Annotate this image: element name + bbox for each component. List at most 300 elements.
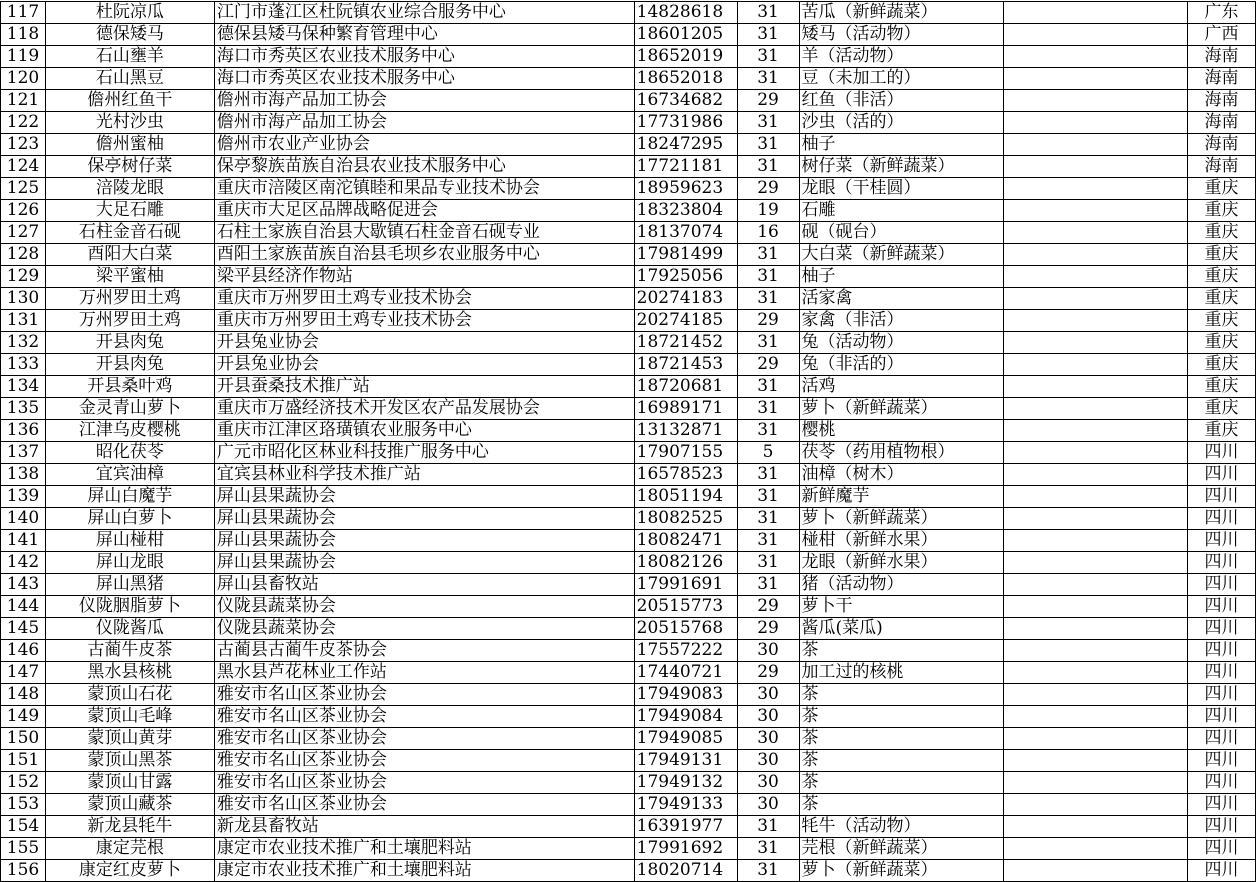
- gi-name-cell[interactable]: 保亭树仔菜: [45, 156, 214, 178]
- registrant-cell[interactable]: 雅安市名山区茶业协会: [214, 706, 634, 728]
- registrant-cell[interactable]: 儋州市海产品加工协会: [214, 112, 634, 134]
- blank-cell[interactable]: [1004, 24, 1188, 46]
- province-cell[interactable]: 四川: [1188, 640, 1256, 662]
- goods-cell[interactable]: 红鱼（非活）: [799, 90, 1004, 112]
- goods-cell[interactable]: 茶: [799, 794, 1004, 816]
- goods-cell[interactable]: 萝卜干: [799, 596, 1004, 618]
- registrant-cell[interactable]: 雅安市名山区茶业协会: [214, 772, 634, 794]
- gi-name-cell[interactable]: 康定芫根: [45, 838, 214, 860]
- class-cell[interactable]: 31: [737, 486, 799, 508]
- blank-cell[interactable]: [1004, 178, 1188, 200]
- goods-cell[interactable]: 油樟（树木）: [799, 464, 1004, 486]
- gi-name-cell[interactable]: 蒙顶山石花: [45, 684, 214, 706]
- class-cell[interactable]: 31: [737, 332, 799, 354]
- reg-number-cell[interactable]: 20274185: [634, 310, 737, 332]
- registrant-cell[interactable]: 儋州市农业产业协会: [214, 134, 634, 156]
- row-number-cell[interactable]: 147: [1, 662, 46, 684]
- goods-cell[interactable]: 柚子: [799, 266, 1004, 288]
- goods-cell[interactable]: 茶: [799, 706, 1004, 728]
- reg-number-cell[interactable]: 17949131: [634, 750, 737, 772]
- gi-name-cell[interactable]: 石山壅羊: [45, 46, 214, 68]
- gi-name-cell[interactable]: 杜阮凉瓜: [45, 2, 214, 24]
- reg-number-cell[interactable]: 14828618: [634, 2, 737, 24]
- row-number-cell[interactable]: 132: [1, 332, 46, 354]
- row-number-cell[interactable]: 149: [1, 706, 46, 728]
- registrant-cell[interactable]: 重庆市涪陵区南沱镇睦和果品专业技术协会: [214, 178, 634, 200]
- reg-number-cell[interactable]: 18020714: [634, 860, 737, 882]
- goods-cell[interactable]: 矮马（活动物）: [799, 24, 1004, 46]
- gi-name-cell[interactable]: 大足石雕: [45, 200, 214, 222]
- gi-name-cell[interactable]: 蒙顶山毛峰: [45, 706, 214, 728]
- row-number-cell[interactable]: 140: [1, 508, 46, 530]
- registrant-cell[interactable]: 海口市秀英区农业技术服务中心: [214, 68, 634, 90]
- row-number-cell[interactable]: 124: [1, 156, 46, 178]
- gi-name-cell[interactable]: 宜宾油樟: [45, 464, 214, 486]
- row-number-cell[interactable]: 121: [1, 90, 46, 112]
- class-cell[interactable]: 31: [737, 508, 799, 530]
- class-cell[interactable]: 31: [737, 112, 799, 134]
- reg-number-cell[interactable]: 17949132: [634, 772, 737, 794]
- reg-number-cell[interactable]: 17981499: [634, 244, 737, 266]
- goods-cell[interactable]: 樱桃: [799, 420, 1004, 442]
- registrant-cell[interactable]: 屏山县果蔬协会: [214, 552, 634, 574]
- class-cell[interactable]: 31: [737, 838, 799, 860]
- gi-name-cell[interactable]: 昭化茯苓: [45, 442, 214, 464]
- gi-name-cell[interactable]: 仪陇酱瓜: [45, 618, 214, 640]
- gi-name-cell[interactable]: 儋州红鱼干: [45, 90, 214, 112]
- goods-cell[interactable]: 豆（未加工的）: [799, 68, 1004, 90]
- reg-number-cell[interactable]: 17991691: [634, 574, 737, 596]
- registrant-cell[interactable]: 德保县矮马保种繁育管理中心: [214, 24, 634, 46]
- blank-cell[interactable]: [1004, 816, 1188, 838]
- class-cell[interactable]: 5: [737, 442, 799, 464]
- gi-name-cell[interactable]: 光村沙虫: [45, 112, 214, 134]
- blank-cell[interactable]: [1004, 376, 1188, 398]
- province-cell[interactable]: 海南: [1188, 156, 1256, 178]
- province-cell[interactable]: 重庆: [1188, 288, 1256, 310]
- class-cell[interactable]: 31: [737, 24, 799, 46]
- row-number-cell[interactable]: 143: [1, 574, 46, 596]
- reg-number-cell[interactable]: 18959623: [634, 178, 737, 200]
- province-cell[interactable]: 重庆: [1188, 200, 1256, 222]
- goods-cell[interactable]: 萝卜（新鲜蔬菜）: [799, 508, 1004, 530]
- class-cell[interactable]: 31: [737, 530, 799, 552]
- gi-name-cell[interactable]: 蒙顶山甘露: [45, 772, 214, 794]
- province-cell[interactable]: 重庆: [1188, 354, 1256, 376]
- gi-name-cell[interactable]: 蒙顶山黄芽: [45, 728, 214, 750]
- reg-number-cell[interactable]: 18721453: [634, 354, 737, 376]
- reg-number-cell[interactable]: 18051194: [634, 486, 737, 508]
- reg-number-cell[interactable]: 18601205: [634, 24, 737, 46]
- blank-cell[interactable]: [1004, 420, 1188, 442]
- province-cell[interactable]: 四川: [1188, 728, 1256, 750]
- gi-name-cell[interactable]: 酉阳大白菜: [45, 244, 214, 266]
- goods-cell[interactable]: 兔（活动物）: [799, 332, 1004, 354]
- reg-number-cell[interactable]: 17440721: [634, 662, 737, 684]
- reg-number-cell[interactable]: 18247295: [634, 134, 737, 156]
- goods-cell[interactable]: 猪（活动物）: [799, 574, 1004, 596]
- class-cell[interactable]: 31: [737, 134, 799, 156]
- class-cell[interactable]: 29: [737, 354, 799, 376]
- gi-name-cell[interactable]: 蒙顶山藏茶: [45, 794, 214, 816]
- class-cell[interactable]: 31: [737, 288, 799, 310]
- blank-cell[interactable]: [1004, 486, 1188, 508]
- goods-cell[interactable]: 茶: [799, 728, 1004, 750]
- blank-cell[interactable]: [1004, 266, 1188, 288]
- reg-number-cell[interactable]: 18720681: [634, 376, 737, 398]
- gi-name-cell[interactable]: 儋州蜜柚: [45, 134, 214, 156]
- registrant-cell[interactable]: 宜宾县林业科学技术推广站: [214, 464, 634, 486]
- blank-cell[interactable]: [1004, 398, 1188, 420]
- province-cell[interactable]: 四川: [1188, 464, 1256, 486]
- class-cell[interactable]: 19: [737, 200, 799, 222]
- registrant-cell[interactable]: 仪陇县蔬菜协会: [214, 618, 634, 640]
- reg-number-cell[interactable]: 17991692: [634, 838, 737, 860]
- class-cell[interactable]: 31: [737, 266, 799, 288]
- goods-cell[interactable]: 龙眼（新鲜水果）: [799, 552, 1004, 574]
- province-cell[interactable]: 重庆: [1188, 332, 1256, 354]
- registrant-cell[interactable]: 重庆市万州罗田土鸡专业技术协会: [214, 288, 634, 310]
- blank-cell[interactable]: [1004, 46, 1188, 68]
- gi-name-cell[interactable]: 金灵青山萝卜: [45, 398, 214, 420]
- goods-cell[interactable]: 家禽（非活）: [799, 310, 1004, 332]
- registrant-cell[interactable]: 康定市农业技术推广和土壤肥料站: [214, 860, 634, 882]
- blank-cell[interactable]: [1004, 574, 1188, 596]
- province-cell[interactable]: 四川: [1188, 706, 1256, 728]
- row-number-cell[interactable]: 156: [1, 860, 46, 882]
- registrant-cell[interactable]: 仪陇县蔬菜协会: [214, 596, 634, 618]
- registrant-cell[interactable]: 雅安市名山区茶业协会: [214, 728, 634, 750]
- registrant-cell[interactable]: 石柱土家族自治县大歇镇石柱金音石砚专业: [214, 222, 634, 244]
- province-cell[interactable]: 海南: [1188, 46, 1256, 68]
- class-cell[interactable]: 29: [737, 310, 799, 332]
- row-number-cell[interactable]: 141: [1, 530, 46, 552]
- reg-number-cell[interactable]: 18323804: [634, 200, 737, 222]
- row-number-cell[interactable]: 119: [1, 46, 46, 68]
- reg-number-cell[interactable]: 18721452: [634, 332, 737, 354]
- gi-name-cell[interactable]: 屏山白萝卜: [45, 508, 214, 530]
- goods-cell[interactable]: 大白菜（新鲜蔬菜）: [799, 244, 1004, 266]
- blank-cell[interactable]: [1004, 156, 1188, 178]
- row-number-cell[interactable]: 135: [1, 398, 46, 420]
- reg-number-cell[interactable]: 17731986: [634, 112, 737, 134]
- class-cell[interactable]: 31: [737, 46, 799, 68]
- province-cell[interactable]: 重庆: [1188, 178, 1256, 200]
- row-number-cell[interactable]: 120: [1, 68, 46, 90]
- reg-number-cell[interactable]: 18082471: [634, 530, 737, 552]
- gi-name-cell[interactable]: 石柱金音石砚: [45, 222, 214, 244]
- reg-number-cell[interactable]: 18652019: [634, 46, 737, 68]
- goods-cell[interactable]: 沙虫（活的）: [799, 112, 1004, 134]
- registrant-cell[interactable]: 保亭黎族苗族自治县农业技术服务中心: [214, 156, 634, 178]
- row-number-cell[interactable]: 118: [1, 24, 46, 46]
- reg-number-cell[interactable]: 18082525: [634, 508, 737, 530]
- province-cell[interactable]: 四川: [1188, 750, 1256, 772]
- province-cell[interactable]: 四川: [1188, 442, 1256, 464]
- class-cell[interactable]: 31: [737, 244, 799, 266]
- class-cell[interactable]: 30: [737, 684, 799, 706]
- registrant-cell[interactable]: 江门市蓬江区杜阮镇农业综合服务中心: [214, 2, 634, 24]
- goods-cell[interactable]: 茶: [799, 684, 1004, 706]
- registrant-cell[interactable]: 开县蚕桑技术推广站: [214, 376, 634, 398]
- gi-name-cell[interactable]: 屏山白魔芋: [45, 486, 214, 508]
- registrant-cell[interactable]: 屏山县果蔬协会: [214, 508, 634, 530]
- class-cell[interactable]: 29: [737, 662, 799, 684]
- province-cell[interactable]: 海南: [1188, 134, 1256, 156]
- reg-number-cell[interactable]: 17949133: [634, 794, 737, 816]
- blank-cell[interactable]: [1004, 706, 1188, 728]
- blank-cell[interactable]: [1004, 860, 1188, 882]
- reg-number-cell[interactable]: 18652018: [634, 68, 737, 90]
- registrant-cell[interactable]: 雅安市名山区茶业协会: [214, 684, 634, 706]
- row-number-cell[interactable]: 126: [1, 200, 46, 222]
- registrant-cell[interactable]: 黑水县芦花林业工作站: [214, 662, 634, 684]
- row-number-cell[interactable]: 129: [1, 266, 46, 288]
- gi-name-cell[interactable]: 仪陇胭脂萝卜: [45, 596, 214, 618]
- registrant-cell[interactable]: 雅安市名山区茶业协会: [214, 750, 634, 772]
- registrant-cell[interactable]: 梁平县经济作物站: [214, 266, 634, 288]
- blank-cell[interactable]: [1004, 794, 1188, 816]
- class-cell[interactable]: 31: [737, 420, 799, 442]
- reg-number-cell[interactable]: 20274183: [634, 288, 737, 310]
- registrant-cell[interactable]: 酉阳土家族苗族自治县毛坝乡农业服务中心: [214, 244, 634, 266]
- row-number-cell[interactable]: 131: [1, 310, 46, 332]
- blank-cell[interactable]: [1004, 354, 1188, 376]
- row-number-cell[interactable]: 142: [1, 552, 46, 574]
- row-number-cell[interactable]: 125: [1, 178, 46, 200]
- reg-number-cell[interactable]: 17721181: [634, 156, 737, 178]
- reg-number-cell[interactable]: 17907155: [634, 442, 737, 464]
- province-cell[interactable]: 重庆: [1188, 398, 1256, 420]
- blank-cell[interactable]: [1004, 772, 1188, 794]
- reg-number-cell[interactable]: 20515773: [634, 596, 737, 618]
- goods-cell[interactable]: 龙眼（干桂圆）: [799, 178, 1004, 200]
- registrant-cell[interactable]: 屏山县果蔬协会: [214, 530, 634, 552]
- blank-cell[interactable]: [1004, 552, 1188, 574]
- row-number-cell[interactable]: 145: [1, 618, 46, 640]
- row-number-cell[interactable]: 146: [1, 640, 46, 662]
- class-cell[interactable]: 30: [737, 706, 799, 728]
- reg-number-cell[interactable]: 20515768: [634, 618, 737, 640]
- class-cell[interactable]: 29: [737, 90, 799, 112]
- row-number-cell[interactable]: 128: [1, 244, 46, 266]
- gi-name-cell[interactable]: 屏山黑猪: [45, 574, 214, 596]
- province-cell[interactable]: 重庆: [1188, 420, 1256, 442]
- row-number-cell[interactable]: 155: [1, 838, 46, 860]
- blank-cell[interactable]: [1004, 728, 1188, 750]
- province-cell[interactable]: 重庆: [1188, 376, 1256, 398]
- registrant-cell[interactable]: 重庆市万盛经济技术开发区农产品发展协会: [214, 398, 634, 420]
- gi-name-cell[interactable]: 开县桑叶鸡: [45, 376, 214, 398]
- province-cell[interactable]: 海南: [1188, 68, 1256, 90]
- class-cell[interactable]: 30: [737, 794, 799, 816]
- blank-cell[interactable]: [1004, 68, 1188, 90]
- reg-number-cell[interactable]: 17925056: [634, 266, 737, 288]
- province-cell[interactable]: 四川: [1188, 552, 1256, 574]
- province-cell[interactable]: 四川: [1188, 596, 1256, 618]
- reg-number-cell[interactable]: 17949083: [634, 684, 737, 706]
- row-number-cell[interactable]: 130: [1, 288, 46, 310]
- row-number-cell[interactable]: 117: [1, 2, 46, 24]
- blank-cell[interactable]: [1004, 838, 1188, 860]
- row-number-cell[interactable]: 123: [1, 134, 46, 156]
- blank-cell[interactable]: [1004, 684, 1188, 706]
- row-number-cell[interactable]: 139: [1, 486, 46, 508]
- goods-cell[interactable]: 牦牛（活动物）: [799, 816, 1004, 838]
- registrant-cell[interactable]: 屏山县果蔬协会: [214, 486, 634, 508]
- goods-cell[interactable]: 萝卜（新鲜蔬菜）: [799, 398, 1004, 420]
- blank-cell[interactable]: [1004, 134, 1188, 156]
- gi-name-cell[interactable]: 屏山椪柑: [45, 530, 214, 552]
- goods-cell[interactable]: 石雕: [799, 200, 1004, 222]
- class-cell[interactable]: 30: [737, 772, 799, 794]
- registrant-cell[interactable]: 屏山县畜牧站: [214, 574, 634, 596]
- registrant-cell[interactable]: 儋州市海产品加工协会: [214, 90, 634, 112]
- gi-name-cell[interactable]: 古蔺牛皮茶: [45, 640, 214, 662]
- reg-number-cell[interactable]: 13132871: [634, 420, 737, 442]
- registrant-cell[interactable]: 重庆市万州罗田土鸡专业技术协会: [214, 310, 634, 332]
- class-cell[interactable]: 29: [737, 178, 799, 200]
- reg-number-cell[interactable]: 17949085: [634, 728, 737, 750]
- registrant-cell[interactable]: 古蔺县古蔺牛皮茶协会: [214, 640, 634, 662]
- gi-name-cell[interactable]: 江津乌皮樱桃: [45, 420, 214, 442]
- reg-number-cell[interactable]: 16734682: [634, 90, 737, 112]
- goods-cell[interactable]: 活家禽: [799, 288, 1004, 310]
- gi-name-cell[interactable]: 屏山龙眼: [45, 552, 214, 574]
- goods-cell[interactable]: 苦瓜（新鲜蔬菜）: [799, 2, 1004, 24]
- class-cell[interactable]: 31: [737, 860, 799, 882]
- goods-cell[interactable]: 羊（活动物）: [799, 46, 1004, 68]
- blank-cell[interactable]: [1004, 200, 1188, 222]
- gi-name-cell[interactable]: 新龙县牦牛: [45, 816, 214, 838]
- registrant-cell[interactable]: 重庆市大足区品牌战略促进会: [214, 200, 634, 222]
- goods-cell[interactable]: 酱瓜(菜瓜): [799, 618, 1004, 640]
- class-cell[interactable]: 30: [737, 640, 799, 662]
- registrant-cell[interactable]: 重庆市江津区珞璜镇农业服务中心: [214, 420, 634, 442]
- blank-cell[interactable]: [1004, 618, 1188, 640]
- row-number-cell[interactable]: 122: [1, 112, 46, 134]
- goods-cell[interactable]: 柚子: [799, 134, 1004, 156]
- blank-cell[interactable]: [1004, 640, 1188, 662]
- blank-cell[interactable]: [1004, 530, 1188, 552]
- province-cell[interactable]: 四川: [1188, 860, 1256, 882]
- reg-number-cell[interactable]: 16391977: [634, 816, 737, 838]
- row-number-cell[interactable]: 133: [1, 354, 46, 376]
- goods-cell[interactable]: 树仔菜（新鲜蔬菜）: [799, 156, 1004, 178]
- row-number-cell[interactable]: 127: [1, 222, 46, 244]
- gi-name-cell[interactable]: 康定红皮萝卜: [45, 860, 214, 882]
- goods-cell[interactable]: 新鲜魔芋: [799, 486, 1004, 508]
- row-number-cell[interactable]: 153: [1, 794, 46, 816]
- class-cell[interactable]: 29: [737, 596, 799, 618]
- row-number-cell[interactable]: 148: [1, 684, 46, 706]
- row-number-cell[interactable]: 138: [1, 464, 46, 486]
- blank-cell[interactable]: [1004, 464, 1188, 486]
- registrant-cell[interactable]: 新龙县畜牧站: [214, 816, 634, 838]
- row-number-cell[interactable]: 137: [1, 442, 46, 464]
- goods-cell[interactable]: 茶: [799, 750, 1004, 772]
- class-cell[interactable]: 29: [737, 618, 799, 640]
- province-cell[interactable]: 四川: [1188, 574, 1256, 596]
- registrant-cell[interactable]: 海口市秀英区农业技术服务中心: [214, 46, 634, 68]
- class-cell[interactable]: 31: [737, 816, 799, 838]
- goods-cell[interactable]: 砚（砚台）: [799, 222, 1004, 244]
- goods-cell[interactable]: 茶: [799, 772, 1004, 794]
- blank-cell[interactable]: [1004, 508, 1188, 530]
- class-cell[interactable]: 31: [737, 574, 799, 596]
- gi-name-cell[interactable]: 开县肉兔: [45, 332, 214, 354]
- class-cell[interactable]: 31: [737, 2, 799, 24]
- registrant-cell[interactable]: 开县兔业协会: [214, 332, 634, 354]
- class-cell[interactable]: 31: [737, 552, 799, 574]
- goods-cell[interactable]: 芫根（新鲜蔬菜）: [799, 838, 1004, 860]
- blank-cell[interactable]: [1004, 112, 1188, 134]
- class-cell[interactable]: 31: [737, 398, 799, 420]
- blank-cell[interactable]: [1004, 244, 1188, 266]
- class-cell[interactable]: 30: [737, 750, 799, 772]
- blank-cell[interactable]: [1004, 288, 1188, 310]
- blank-cell[interactable]: [1004, 442, 1188, 464]
- province-cell[interactable]: 四川: [1188, 662, 1256, 684]
- blank-cell[interactable]: [1004, 90, 1188, 112]
- reg-number-cell[interactable]: 16578523: [634, 464, 737, 486]
- province-cell[interactable]: 重庆: [1188, 266, 1256, 288]
- blank-cell[interactable]: [1004, 222, 1188, 244]
- gi-name-cell[interactable]: 德保矮马: [45, 24, 214, 46]
- blank-cell[interactable]: [1004, 332, 1188, 354]
- province-cell[interactable]: 重庆: [1188, 244, 1256, 266]
- blank-cell[interactable]: [1004, 596, 1188, 618]
- goods-cell[interactable]: 活鸡: [799, 376, 1004, 398]
- class-cell[interactable]: 31: [737, 68, 799, 90]
- province-cell[interactable]: 海南: [1188, 112, 1256, 134]
- row-number-cell[interactable]: 150: [1, 728, 46, 750]
- gi-name-cell[interactable]: 开县肉兔: [45, 354, 214, 376]
- gi-name-cell[interactable]: 黑水县核桃: [45, 662, 214, 684]
- class-cell[interactable]: 31: [737, 376, 799, 398]
- registrant-cell[interactable]: 开县兔业协会: [214, 354, 634, 376]
- gi-name-cell[interactable]: 蒙顶山黑茶: [45, 750, 214, 772]
- goods-cell[interactable]: 萝卜（新鲜蔬菜）: [799, 860, 1004, 882]
- registrant-cell[interactable]: 雅安市名山区茶业协会: [214, 794, 634, 816]
- class-cell[interactable]: 31: [737, 156, 799, 178]
- class-cell[interactable]: 16: [737, 222, 799, 244]
- class-cell[interactable]: 31: [737, 464, 799, 486]
- goods-cell[interactable]: 兔（非活的）: [799, 354, 1004, 376]
- province-cell[interactable]: 四川: [1188, 772, 1256, 794]
- province-cell[interactable]: 广东: [1188, 2, 1256, 24]
- row-number-cell[interactable]: 154: [1, 816, 46, 838]
- goods-cell[interactable]: 椪柑（新鲜水果）: [799, 530, 1004, 552]
- province-cell[interactable]: 四川: [1188, 530, 1256, 552]
- gi-name-cell[interactable]: 涪陵龙眼: [45, 178, 214, 200]
- province-cell[interactable]: 重庆: [1188, 222, 1256, 244]
- class-cell[interactable]: 30: [737, 728, 799, 750]
- row-number-cell[interactable]: 136: [1, 420, 46, 442]
- reg-number-cell[interactable]: 17949084: [634, 706, 737, 728]
- blank-cell[interactable]: [1004, 2, 1188, 24]
- reg-number-cell[interactable]: 18082126: [634, 552, 737, 574]
- province-cell[interactable]: 广西: [1188, 24, 1256, 46]
- row-number-cell[interactable]: 134: [1, 376, 46, 398]
- province-cell[interactable]: 四川: [1188, 838, 1256, 860]
- row-number-cell[interactable]: 152: [1, 772, 46, 794]
- province-cell[interactable]: 海南: [1188, 90, 1256, 112]
- blank-cell[interactable]: [1004, 310, 1188, 332]
- reg-number-cell[interactable]: 17557222: [634, 640, 737, 662]
- row-number-cell[interactable]: 151: [1, 750, 46, 772]
- blank-cell[interactable]: [1004, 750, 1188, 772]
